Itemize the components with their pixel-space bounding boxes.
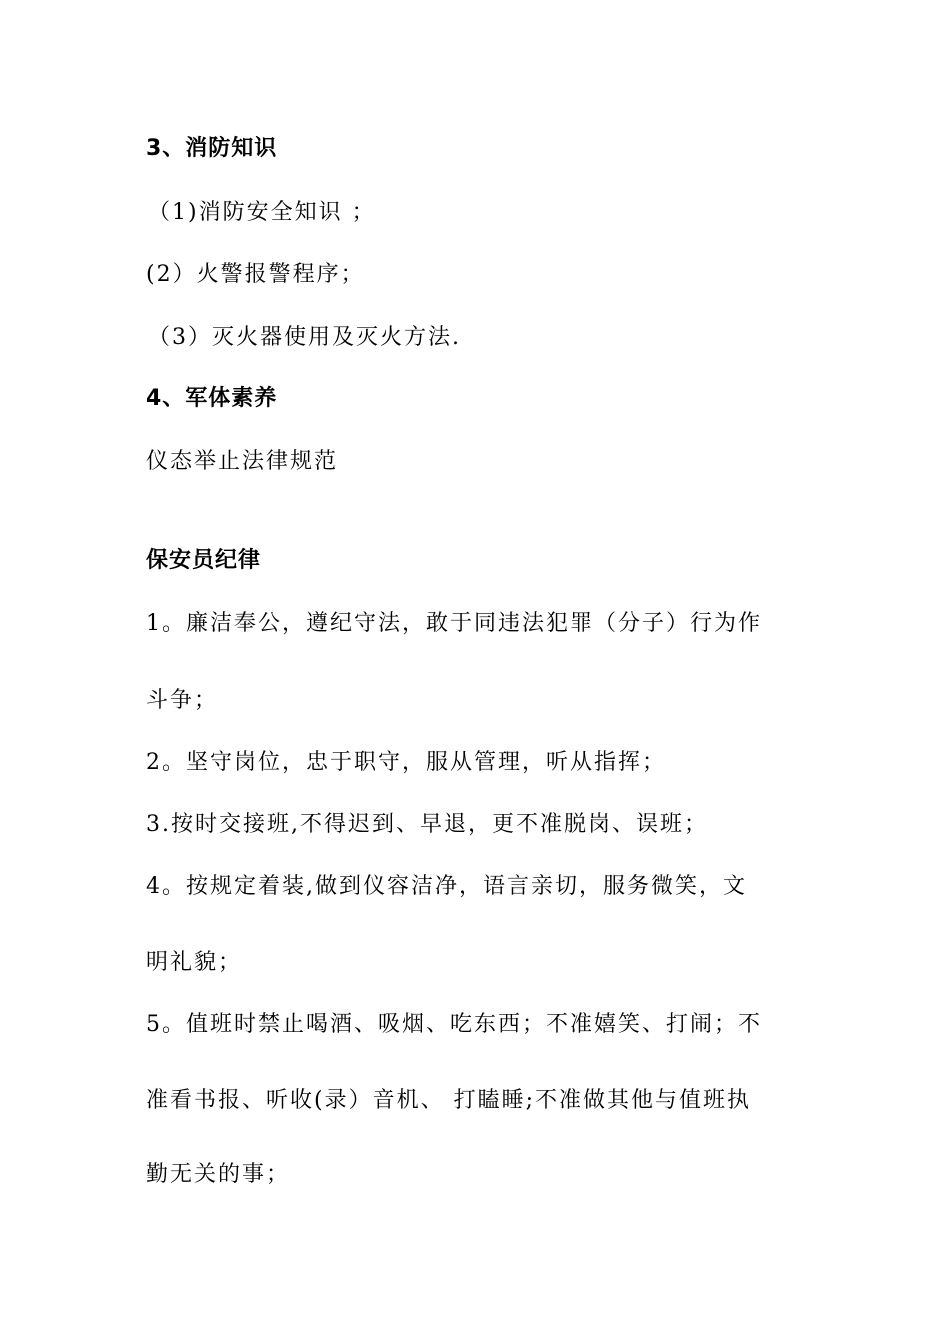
section-4-heading: 4、军体素养: [146, 386, 278, 411]
discipline-line: 5。值班时禁止喝酒、吸烟、吃东西；不准嬉笑、打闹；不: [146, 1012, 762, 1037]
discipline-line: 4。按规定着装,做到仪容洁净，语言亲切，服务微笑，文: [146, 874, 747, 899]
section-4-text: 仪态举止法律规范: [146, 449, 339, 474]
discipline-line: 明礼貌；: [146, 950, 243, 975]
discipline-line: 准看书报、听收(录）音机、 打瞌睡;不准做其他与值班执: [146, 1088, 751, 1113]
fire-item-2: (2）火警报警程序；: [146, 262, 365, 287]
discipline-line: 2。坚守岗位，忠于职守，服从管理，听从指挥；: [146, 750, 666, 775]
section-3-heading: 3、消防知识: [146, 136, 278, 161]
discipline-heading: 保安员纪律: [146, 548, 262, 573]
discipline-line: 3.按时交接班,不得迟到、早退，更不准脱岗、误班；: [146, 812, 708, 837]
discipline-line: 斗争；: [146, 688, 219, 713]
fire-item-3: （3）灭火器使用及灭火方法.: [148, 325, 461, 350]
discipline-line: 1。廉洁奉公，遵纪守法，敢于同违法犯罪（分子）行为作: [146, 611, 762, 636]
fire-item-1: （1)消防安全知识 ；: [148, 200, 376, 225]
discipline-line: 勤无关的事；: [146, 1162, 291, 1187]
